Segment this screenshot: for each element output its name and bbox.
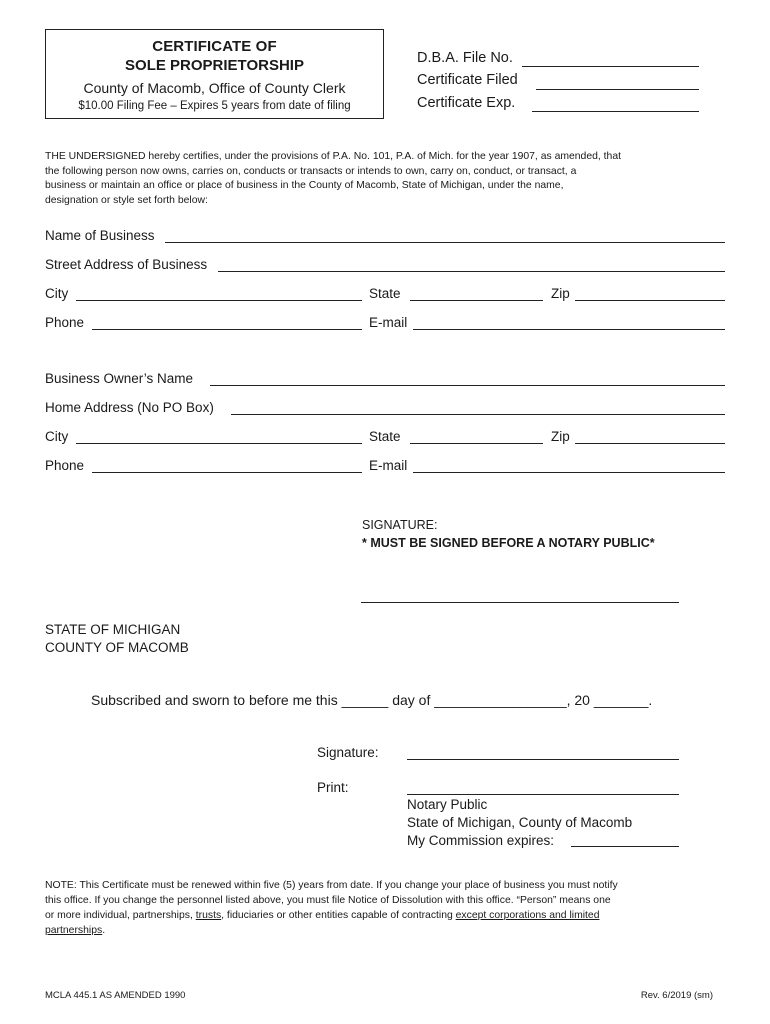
owner-home-label: Home Address (No PO Box)	[45, 400, 214, 415]
note-text: or more individual, partnerships,	[45, 910, 196, 921]
note-line: this office. If you change the personnel listed above, you must file Notice of Dissolution with this office. “Person” means one	[45, 895, 611, 906]
business-zip-field[interactable]	[575, 300, 725, 301]
note-trusts: trusts	[195, 910, 222, 921]
owner-city-field[interactable]	[76, 443, 362, 444]
sworn-year-prefix: , 20	[566, 692, 590, 708]
owner-phone-label: Phone	[45, 458, 85, 473]
owner-state-field[interactable]	[410, 443, 543, 444]
owner-email-label: E-mail	[369, 458, 408, 473]
filing-fee: $10.00 Filing Fee – Expires 5 years from date of filing	[78, 100, 351, 112]
intro-line: THE UNDERSIGNED hereby certifies, under the provisions of P.A. No. 101, P.A. of Mich. for the year 1907, as amended, that	[45, 151, 621, 162]
note-text: , fiduciaries or other entities capable of contracting	[221, 910, 456, 921]
notary-print-label: Print:	[317, 780, 349, 795]
notary-notice: * MUST BE SIGNED BEFORE A NOTARY PUBLIC*	[362, 536, 655, 550]
business-street-field[interactable]	[218, 271, 725, 272]
certificate-filed-field[interactable]	[536, 89, 699, 90]
note-line: NOTE: This Certificate must be renewed within five (5) years from date. If you change your place of business you must notify	[45, 880, 618, 891]
venue-county: COUNTY OF MACOMB	[45, 640, 189, 655]
intro-line: designation or style set forth below:	[45, 194, 208, 206]
business-state-field[interactable]	[410, 300, 543, 301]
title-box	[45, 29, 384, 119]
business-state-label: State	[369, 286, 401, 301]
notary-signature-field[interactable]	[407, 759, 679, 760]
business-city-label: City	[45, 286, 69, 301]
business-name-field[interactable]	[165, 242, 725, 243]
dba-file-no-label: D.B.A. File No.	[417, 50, 513, 66]
owner-name-label: Business Owner’s Name	[45, 371, 194, 386]
note-line	[45, 908, 725, 923]
intro-paragraph	[45, 150, 725, 208]
notary-commission-field[interactable]	[571, 846, 679, 847]
notary-jurisdiction: State of Michigan, County of Macomb	[407, 815, 633, 830]
notary-signature-label: Signature:	[317, 745, 379, 760]
business-zip-label: Zip	[551, 286, 570, 301]
business-street-label: Street Address of Business	[45, 257, 208, 272]
form-title-line1: CERTIFICATE OF	[152, 38, 277, 55]
owner-home-field[interactable]	[231, 414, 725, 415]
owner-zip-field[interactable]	[575, 443, 725, 444]
notary-commission-label: My Commission expires:	[407, 833, 555, 848]
renewal-note	[45, 878, 725, 938]
form-title-line2: SOLE PROPRIETORSHIP	[125, 57, 304, 74]
certificate-exp-label: Certificate Exp.	[417, 95, 516, 111]
intro-line: business or maintain an office or place of business in the County of Macomb, State of Michigan, under the name,	[45, 180, 564, 191]
note-partnerships: partnerships	[45, 925, 103, 936]
owner-city-label: City	[45, 429, 69, 444]
sworn-day-text: day of	[392, 692, 431, 708]
office-name: County of Macomb, Office of County Clerk	[83, 80, 346, 96]
notary-title: Notary Public	[407, 797, 488, 812]
dba-file-no-field[interactable]	[522, 66, 699, 67]
footer-statute: MCLA 445.1 AS AMENDED 1990	[45, 990, 186, 1001]
owner-email-field[interactable]	[413, 472, 725, 473]
owner-state-label: State	[369, 429, 401, 444]
sworn-day-field[interactable]: ______	[341, 692, 389, 708]
business-name-label: Name of Business	[45, 228, 155, 243]
business-email-field[interactable]	[413, 329, 725, 330]
footer-revision: Rev. 6/2019 (sm)	[640, 990, 713, 1001]
venue-state: STATE OF MICHIGAN	[45, 622, 181, 637]
sworn-prefix: Subscribed and sworn to before me this	[91, 692, 338, 708]
note-text: .	[102, 925, 106, 936]
notary-print-field[interactable]	[407, 794, 679, 795]
owner-zip-label: Zip	[551, 429, 570, 444]
owner-signature-field[interactable]	[361, 602, 679, 603]
business-email-label: E-mail	[369, 315, 408, 330]
certificate-filed-label: Certificate Filed	[417, 72, 518, 88]
sworn-statement	[91, 692, 652, 708]
sworn-period: .	[648, 692, 653, 708]
note-exception: except corporations and limited	[455, 910, 600, 921]
certificate-exp-field[interactable]	[532, 111, 699, 112]
signature-label: SIGNATURE:	[362, 518, 438, 532]
business-phone-field[interactable]	[92, 329, 362, 330]
intro-line: the following person now owns, carries on, conducts or transacts or intends to own, carry on, conduct, or transact, a	[45, 165, 577, 177]
sworn-month-field[interactable]: _________________	[434, 692, 567, 708]
sworn-year-field[interactable]: _______	[593, 692, 649, 708]
business-phone-label: Phone	[45, 315, 85, 330]
owner-phone-field[interactable]	[92, 472, 362, 473]
note-line	[45, 923, 725, 938]
business-city-field[interactable]	[76, 300, 362, 301]
owner-name-field[interactable]	[210, 385, 725, 386]
